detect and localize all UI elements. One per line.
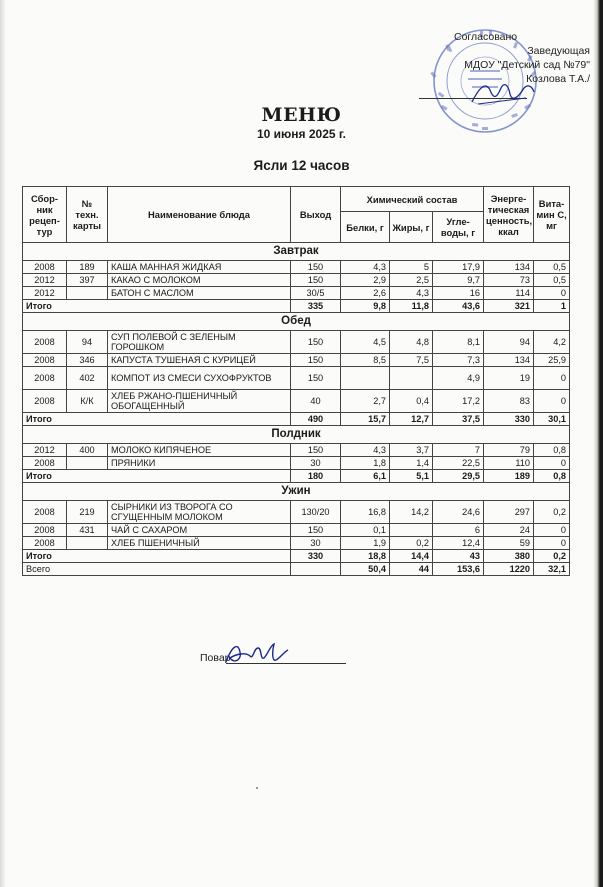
total-fat: 11,8: [390, 300, 433, 313]
cell-dish: БАТОН С МАСЛОМ: [108, 287, 291, 300]
menu-table: [22, 186, 570, 576]
cell-fat: 0,2: [390, 537, 433, 550]
cell-card: 189: [67, 261, 108, 274]
cell-fat: 2,5: [390, 274, 433, 287]
cell-carbs: 17,9: [433, 261, 484, 274]
cell-fat: 0,4: [390, 390, 433, 413]
total-energy: 321: [484, 300, 534, 313]
approval-organization: МДОУ "Детский сад №79": [464, 59, 590, 71]
cell-yield: 150: [291, 444, 341, 457]
cell-protein: 4,3: [341, 261, 390, 274]
cell-vitc: 0,2: [534, 501, 570, 524]
cell-card: 402: [67, 367, 108, 390]
header-energy: Энерге-тическая ценность, ккал: [484, 187, 534, 243]
cell-recipe: 2008: [23, 501, 67, 524]
cell-fat: [390, 367, 433, 390]
total-protein: 9,8: [341, 300, 390, 313]
section-row: [23, 243, 570, 261]
cell-energy: 73: [484, 274, 534, 287]
total-label: Итого: [23, 470, 291, 483]
total-protein: 6,1: [341, 470, 390, 483]
total-protein: 18,8: [341, 550, 390, 563]
cell-card: 219: [67, 501, 108, 524]
cell-vitc: 0: [534, 287, 570, 300]
cell-recipe: 2008: [23, 367, 67, 390]
cell-card: 94: [67, 331, 108, 354]
approval-agreed: Согласовано: [454, 31, 518, 43]
total-yield: 180: [291, 470, 341, 483]
cell-energy: 79: [484, 444, 534, 457]
cell-recipe: 2008: [23, 457, 67, 470]
cell-vitc: 0: [534, 457, 570, 470]
cell-energy: 297: [484, 501, 534, 524]
cell-yield: 150: [291, 261, 341, 274]
header-fat: Жиры, г: [390, 212, 433, 243]
table-row: [23, 331, 570, 354]
cell-vitc: 0: [534, 537, 570, 550]
table-row: [23, 501, 570, 524]
cell-carbs: 4,9: [433, 367, 484, 390]
total-row: [23, 550, 570, 563]
cell-vitc: 0: [534, 367, 570, 390]
cell-recipe: 2012: [23, 274, 67, 287]
total-vitc: 0,2: [534, 550, 570, 563]
menu-date: 10 июня 2025 г.: [256, 127, 347, 141]
grand-total-label: Всего: [23, 563, 291, 576]
header-carbs: Угле-воды, г: [433, 212, 484, 243]
total-fat: 5,1: [390, 470, 433, 483]
page-title: МЕНЮ: [261, 104, 342, 126]
table-row: [23, 287, 570, 300]
cell-carbs: 17,2: [433, 390, 484, 413]
cell-energy: 110: [484, 457, 534, 470]
table-row: [23, 261, 570, 274]
cell-protein: 4,3: [341, 444, 390, 457]
total-carbs: 43,6: [433, 300, 484, 313]
cell-recipe: 2008: [23, 524, 67, 537]
cell-vitc: 4,2: [534, 331, 570, 354]
cell-protein: [341, 367, 390, 390]
cell-dish: КАША МАННАЯ ЖИДКАЯ: [108, 261, 291, 274]
cell-fat: 4,8: [390, 331, 433, 354]
grand-total-carbs: 153,6: [433, 563, 484, 576]
header-yield: Выход: [291, 187, 341, 243]
total-protein: 15,7: [341, 413, 390, 426]
cook-label: Повар: [200, 652, 231, 664]
grand-total-vitc: 32,1: [534, 563, 570, 576]
cell-energy: 114: [484, 287, 534, 300]
cell-protein: 0,1: [341, 524, 390, 537]
table-row: [23, 524, 570, 537]
cell-yield: 30/5: [291, 287, 341, 300]
cell-carbs: 6: [433, 524, 484, 537]
total-row: [23, 470, 570, 483]
cell-dish: КАКАО С МОЛОКОМ: [108, 274, 291, 287]
cell-carbs: 7: [433, 444, 484, 457]
scan-speck: [256, 787, 258, 789]
table-row: [23, 444, 570, 457]
cell-fat: 7,5: [390, 354, 433, 367]
grand-total-yield: [291, 563, 341, 576]
cell-vitc: 0,5: [534, 261, 570, 274]
cell-card: 400: [67, 444, 108, 457]
cell-recipe: 2008: [23, 331, 67, 354]
cell-carbs: 12,4: [433, 537, 484, 550]
cell-card: [67, 287, 108, 300]
cell-yield: 130/20: [291, 501, 341, 524]
total-yield: 490: [291, 413, 341, 426]
cell-energy: 59: [484, 537, 534, 550]
header-vitamin-c: Вита-мин С, мг: [534, 187, 570, 243]
total-row: [23, 300, 570, 313]
cell-yield: 150: [291, 367, 341, 390]
cell-protein: 2,9: [341, 274, 390, 287]
cell-recipe: 2008: [23, 354, 67, 367]
table-row: [23, 537, 570, 550]
cell-protein: 1,8: [341, 457, 390, 470]
cell-card: К/К: [67, 390, 108, 413]
table-row: [23, 354, 570, 367]
group-name: Ясли 12 часов: [253, 158, 350, 173]
cell-dish: ХЛЕБ ПШЕНИЧНЫЙ: [108, 537, 291, 550]
cell-carbs: 24,6: [433, 501, 484, 524]
cell-yield: 40: [291, 390, 341, 413]
total-carbs: 37,5: [433, 413, 484, 426]
cell-fat: 3,7: [390, 444, 433, 457]
cell-dish: СУП ПОЛЕВОЙ С ЗЕЛЕНЫМ ГОРОШКОМ: [108, 331, 291, 354]
grand-total-protein: 50,4: [341, 563, 390, 576]
total-row: [23, 413, 570, 426]
grand-total-row: [23, 563, 570, 576]
cell-dish: КОМПОТ ИЗ СМЕСИ СУХОФРУКТОВ: [108, 367, 291, 390]
cell-yield: 30: [291, 457, 341, 470]
approval-position: Заведующая: [527, 45, 590, 57]
section-title: Обед: [23, 313, 570, 331]
total-label: Итого: [23, 550, 291, 563]
cell-dish: ХЛЕБ РЖАНО-ПШЕНИЧНЫЙ ОБОГАЩЕННЫЙ: [108, 390, 291, 413]
cell-dish: ПРЯНИКИ: [108, 457, 291, 470]
total-yield: 330: [291, 550, 341, 563]
section-title: Полдник: [23, 426, 570, 444]
cell-protein: 16,8: [341, 501, 390, 524]
cell-carbs: 9,7: [433, 274, 484, 287]
total-fat: 12,7: [390, 413, 433, 426]
cell-vitc: 0: [534, 390, 570, 413]
section-row: [23, 426, 570, 444]
total-carbs: 43: [433, 550, 484, 563]
cell-recipe: 2008: [23, 261, 67, 274]
cell-fat: 1,4: [390, 457, 433, 470]
cell-yield: 150: [291, 524, 341, 537]
total-energy: 380: [484, 550, 534, 563]
cell-energy: 19: [484, 367, 534, 390]
cell-vitc: 0: [534, 524, 570, 537]
cell-protein: 4,5: [341, 331, 390, 354]
cell-yield: 150: [291, 354, 341, 367]
cell-card: [67, 537, 108, 550]
cell-vitc: 25,9: [534, 354, 570, 367]
table-row: [23, 274, 570, 287]
cell-energy: 134: [484, 354, 534, 367]
section-row: [23, 313, 570, 331]
total-vitc: 0,8: [534, 470, 570, 483]
cell-card: 346: [67, 354, 108, 367]
table-row: [23, 367, 570, 390]
section-title: Ужин: [23, 483, 570, 501]
cell-card: 397: [67, 274, 108, 287]
total-label: Итого: [23, 300, 291, 313]
cell-fat: 14,2: [390, 501, 433, 524]
total-vitc: 1: [534, 300, 570, 313]
cell-fat: 5: [390, 261, 433, 274]
cell-energy: 24: [484, 524, 534, 537]
grand-total-fat: 44: [390, 563, 433, 576]
table-row: [23, 390, 570, 413]
total-carbs: 29,5: [433, 470, 484, 483]
total-energy: 330: [484, 413, 534, 426]
cell-dish: СЫРНИКИ ИЗ ТВОРОГА СО СГУЩЕННЫМ МОЛОКОМ: [108, 501, 291, 524]
cell-energy: 94: [484, 331, 534, 354]
cell-protein: 2,6: [341, 287, 390, 300]
cell-recipe: 2008: [23, 537, 67, 550]
cell-card: 431: [67, 524, 108, 537]
total-fat: 14,4: [390, 550, 433, 563]
header-protein: Белки, г: [341, 212, 390, 243]
cell-energy: 83: [484, 390, 534, 413]
cell-recipe: 2012: [23, 287, 67, 300]
cell-protein: 1,9: [341, 537, 390, 550]
cell-protein: 2,7: [341, 390, 390, 413]
cell-vitc: 0,5: [534, 274, 570, 287]
grand-total-energy: 1220: [484, 563, 534, 576]
cell-energy: 134: [484, 261, 534, 274]
cell-yield: 150: [291, 331, 341, 354]
table-row: [23, 457, 570, 470]
cell-carbs: 7,3: [433, 354, 484, 367]
cook-signature-line: [226, 663, 346, 664]
cell-recipe: 2008: [23, 390, 67, 413]
cell-dish: КАПУСТА ТУШЕНАЯ С КУРИЦЕЙ: [108, 354, 291, 367]
total-vitc: 30,1: [534, 413, 570, 426]
header-recipe: Сбор-ник рецеп-тур: [23, 187, 67, 243]
cell-fat: [390, 524, 433, 537]
total-energy: 189: [484, 470, 534, 483]
cell-card: [67, 457, 108, 470]
header-card: № техн. карты: [67, 187, 108, 243]
cell-recipe: 2012: [23, 444, 67, 457]
cell-vitc: 0,8: [534, 444, 570, 457]
total-yield: 335: [291, 300, 341, 313]
cell-protein: 8,5: [341, 354, 390, 367]
section-row: [23, 483, 570, 501]
approval-name: Козлова Т.А./: [526, 73, 590, 85]
cell-yield: 30: [291, 537, 341, 550]
cell-dish: МОЛОКО КИПЯЧЕНОЕ: [108, 444, 291, 457]
cell-carbs: 8,1: [433, 331, 484, 354]
cell-yield: 150: [291, 274, 341, 287]
cell-fat: 4,3: [390, 287, 433, 300]
section-title: Завтрак: [23, 243, 570, 261]
total-label: Итого: [23, 413, 291, 426]
cell-carbs: 22,5: [433, 457, 484, 470]
header-dish: Наименование блюда: [108, 187, 291, 243]
cell-dish: ЧАЙ С САХАРОМ: [108, 524, 291, 537]
header-chemical: Химический состав: [341, 187, 484, 212]
cell-carbs: 16: [433, 287, 484, 300]
